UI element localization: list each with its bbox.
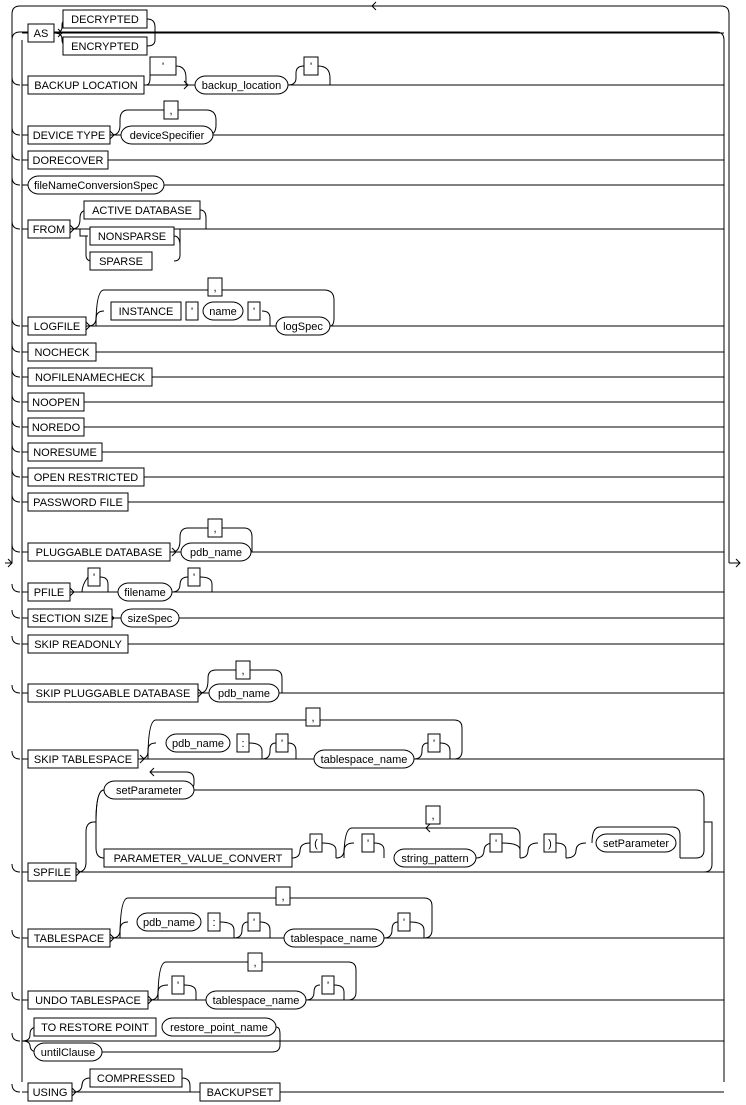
rail-line <box>220 922 234 938</box>
quote-nonterminal <box>248 913 260 931</box>
node-label: deviceSpecifier <box>129 130 205 142</box>
setparameter-terminal <box>596 834 676 852</box>
rail-line <box>12 318 20 326</box>
rail-line <box>288 743 296 759</box>
rail-line <box>234 922 248 938</box>
rail-line <box>12 152 20 160</box>
rail-line <box>12 1033 20 1041</box>
device-type-nonterminal <box>28 126 110 144</box>
node-label: ' <box>252 306 256 318</box>
rail-line <box>12 685 20 693</box>
quote-nonterminal <box>322 976 334 994</box>
rail-line <box>520 843 538 858</box>
node-label: ' <box>176 980 180 992</box>
password-file-nonterminal <box>28 493 128 511</box>
quote-nonterminal <box>172 976 184 994</box>
node-label: , <box>213 523 217 535</box>
rail-line <box>12 584 20 592</box>
node-label: ENCRYPTED <box>71 41 139 53</box>
colon-nonterminal <box>237 734 249 752</box>
node-label: ACTIVE DATABASE <box>92 205 192 217</box>
node-label: , <box>281 891 285 903</box>
sizespec-terminal <box>121 609 179 627</box>
rail-line <box>288 66 304 85</box>
node-label: USING <box>32 1087 68 1099</box>
restore-point-name-terminal <box>162 1018 276 1036</box>
node-label: ( <box>314 838 318 850</box>
node-label: ' <box>92 572 96 584</box>
node-label: ' <box>252 917 256 929</box>
comma-nonterminal <box>164 101 178 119</box>
node-label: ' <box>432 738 436 750</box>
rail-line <box>150 985 168 1000</box>
comma-nonterminal <box>248 953 262 971</box>
rail-line <box>12 544 20 552</box>
logspec-terminal <box>276 317 330 335</box>
comma-nonterminal <box>236 661 250 679</box>
rail-line <box>12 494 20 502</box>
undo-tablespace-nonterminal <box>28 991 148 1009</box>
rail-line <box>566 843 586 858</box>
node-label: LOGFILE <box>33 321 81 333</box>
rail-line <box>100 577 108 592</box>
logfile-nonterminal <box>28 317 86 335</box>
quote-nonterminal <box>150 57 176 75</box>
rail-line <box>12 469 20 477</box>
node-label: NOOPEN <box>32 397 80 409</box>
using-nonterminal <box>28 1083 72 1101</box>
node-label: COMPRESSED <box>96 1073 176 1085</box>
node-label: , <box>311 712 315 724</box>
noredo-nonterminal <box>28 418 84 436</box>
node-label: SECTION SIZE <box>31 613 109 625</box>
quote-nonterminal <box>186 302 198 320</box>
nocheck-nonterminal <box>28 343 96 361</box>
rail-line <box>322 843 336 858</box>
tablespace-nonterminal <box>28 929 110 947</box>
node-label: , <box>253 957 257 969</box>
rail-line <box>12 177 20 185</box>
spfile-nonterminal <box>28 863 76 881</box>
backupset-nonterminal <box>200 1083 280 1101</box>
node-label: TABLESPACE <box>33 933 105 945</box>
quote-nonterminal <box>428 734 440 752</box>
comma-nonterminal <box>306 708 320 726</box>
tablespace-name-terminal <box>206 991 306 1009</box>
rail-line <box>12 864 20 872</box>
rail-line <box>410 922 424 938</box>
node-label: ' <box>192 572 196 584</box>
from-nonterminal <box>28 220 70 238</box>
to-restore-point-nonterminal <box>34 1018 156 1036</box>
node-label: OPEN RESTRICTED <box>33 472 139 484</box>
pfile-nonterminal <box>28 583 70 601</box>
node-label: DEVICE TYPE <box>32 130 106 142</box>
node-label: restore_point_name <box>170 1022 268 1034</box>
node-label: tablespace_name <box>212 995 300 1007</box>
quote-nonterminal <box>398 913 410 931</box>
rail-line <box>12 419 20 427</box>
rail-line <box>12 344 20 352</box>
rail-line <box>12 394 20 402</box>
active-database-nonterminal <box>84 201 200 219</box>
rail-line <box>200 210 206 229</box>
rail-line <box>440 743 450 759</box>
node-label: fileNameConversionSpec <box>33 180 159 192</box>
node-label: UNDO TABLESPACE <box>35 995 141 1007</box>
node-label: tablespace_name <box>290 933 378 945</box>
node-label: DECRYPTED <box>71 14 139 26</box>
node-label: untilClause <box>40 1047 96 1059</box>
node-label: pdb_name <box>190 547 242 559</box>
comma-nonterminal <box>426 806 440 824</box>
parameter-value-convert-nonterminal <box>104 849 292 867</box>
rail-line <box>334 985 344 1000</box>
node-label: DORECOVER <box>32 155 104 167</box>
rail-line <box>414 743 428 759</box>
pdb-name-terminal <box>137 913 201 931</box>
instance-nonterminal <box>111 302 181 320</box>
quote-nonterminal <box>188 568 200 586</box>
node-label: sizeSpec <box>127 613 173 625</box>
nofilenamecheck-nonterminal <box>28 368 152 386</box>
node-label: , <box>431 810 435 822</box>
rail-line <box>102 1041 280 1052</box>
node-label: TO RESTORE POINT <box>41 1022 149 1034</box>
node-label: setParameter <box>602 838 670 850</box>
rail-line <box>704 822 712 872</box>
rail-line <box>96 822 104 858</box>
rail-line <box>12 610 20 618</box>
diagram-nodes <box>28 10 676 1101</box>
node-label: ' <box>326 980 330 992</box>
node-label: BACKUPSET <box>206 1087 274 1099</box>
node-label: SKIP PLUGGABLE DATABASE <box>35 688 191 700</box>
dorecover-nonterminal <box>28 151 108 169</box>
node-label: SPARSE <box>99 256 143 268</box>
filenameconversionspec-terminal <box>28 176 164 194</box>
rail-line <box>336 843 354 858</box>
node-label: pdb_name <box>172 738 224 750</box>
rparen-nonterminal <box>544 834 556 852</box>
rail-line <box>12 444 20 452</box>
tablespace-name-terminal <box>284 929 384 947</box>
rail-line <box>502 843 520 858</box>
rail-line <box>12 127 20 135</box>
node-label: ) <box>548 838 552 850</box>
node-label: backup_location <box>201 80 282 92</box>
rail-line <box>12 751 20 759</box>
quote-nonterminal <box>304 57 318 75</box>
comma-nonterminal <box>208 519 222 537</box>
skip-tablespace-nonterminal <box>28 750 138 768</box>
node-label: PASSWORD FILE <box>33 497 123 509</box>
pluggable-database-nonterminal <box>28 543 170 561</box>
node-label: ' <box>309 61 313 73</box>
rail-line <box>182 1078 190 1092</box>
node-label: AS <box>33 28 49 40</box>
rail-line <box>172 577 188 592</box>
open-restricted-nonterminal <box>28 468 144 486</box>
encrypted-nonterminal <box>63 37 147 55</box>
backup-location-nonterminal <box>28 76 144 94</box>
rail-line <box>384 922 398 938</box>
quote-nonterminal <box>248 302 260 320</box>
rail-line <box>249 743 262 759</box>
quote-nonterminal <box>276 734 288 752</box>
node-label: ' <box>190 306 194 318</box>
node-label: pdb_name <box>143 917 195 929</box>
node-label: , <box>241 665 245 677</box>
rail-line <box>556 843 566 858</box>
quote-nonterminal <box>362 834 374 852</box>
rail-line <box>12 221 20 229</box>
sparse-nonterminal <box>90 252 152 270</box>
rail-line <box>200 577 212 592</box>
node-label: ' <box>366 838 370 850</box>
rail-line <box>12 369 20 377</box>
node-label: SKIP READONLY <box>34 639 122 651</box>
rail-line <box>262 743 276 759</box>
section-size-nonterminal <box>28 609 112 627</box>
rail-line <box>72 577 88 592</box>
node-label: , <box>169 105 173 117</box>
rail-line <box>174 236 180 261</box>
node-label: NORESUME <box>33 447 97 459</box>
filename-terminal <box>118 583 172 601</box>
pdb-name-terminal <box>166 734 230 752</box>
node-label: SKIP TABLESPACE <box>33 754 133 766</box>
node-label: ' <box>280 738 284 750</box>
skip-pluggable-database-nonterminal <box>28 684 198 702</box>
node-label: , <box>213 282 217 294</box>
node-label: PLUGGABLE DATABASE <box>35 547 163 559</box>
node-label: logSpec <box>283 321 323 333</box>
node-label: tablespace_name <box>320 754 408 766</box>
pdb-name-terminal <box>181 543 251 561</box>
string-pattern-terminal <box>394 849 476 867</box>
noopen-nonterminal <box>28 393 84 411</box>
rail-line <box>12 636 20 644</box>
devicespecifier-terminal <box>121 126 213 144</box>
as-nonterminal <box>28 24 54 42</box>
nonsparse-nonterminal <box>90 227 174 245</box>
comma-nonterminal <box>276 887 290 905</box>
node-label: ' <box>494 838 498 850</box>
pdb-name-terminal <box>209 684 279 702</box>
node-label: NOREDO <box>31 422 81 434</box>
rail-line <box>147 33 155 46</box>
node-label: setParameter <box>115 785 183 797</box>
skip-readonly-nonterminal <box>28 635 128 653</box>
node-label: ' <box>161 61 165 73</box>
compressed-nonterminal <box>90 1069 182 1087</box>
setparameter-terminal <box>104 781 194 799</box>
rail-line <box>12 77 20 85</box>
node-label: PARAMETER_VALUE_CONVERT <box>113 853 283 865</box>
node-label: string_pattern <box>401 853 469 865</box>
rail-line <box>12 992 20 1000</box>
node-label: NONSPARSE <box>97 231 167 243</box>
comma-nonterminal <box>208 278 222 296</box>
colon-nonterminal <box>208 913 220 931</box>
node-label: BACKUP LOCATION <box>34 80 138 92</box>
rail-line <box>374 843 384 858</box>
node-label: PFILE <box>33 587 65 599</box>
lparen-nonterminal <box>310 834 322 852</box>
rail-line <box>78 790 104 872</box>
quote-nonterminal <box>490 834 502 852</box>
decrypted-nonterminal <box>63 10 147 28</box>
rail-line <box>318 66 330 85</box>
rail-line <box>12 1084 20 1092</box>
rail-line <box>147 19 155 33</box>
node-label: pdb_name <box>218 688 270 700</box>
rail-line <box>292 843 310 858</box>
name-terminal <box>203 302 243 320</box>
node-label: name <box>209 306 237 318</box>
node-label: : <box>241 738 245 750</box>
rail-line <box>80 229 88 236</box>
node-label: NOFILENAMECHECK <box>34 372 146 384</box>
quote-nonterminal <box>88 568 100 586</box>
rail-line <box>262 311 270 326</box>
node-label: FROM <box>32 224 66 236</box>
tablespace-name-terminal <box>314 750 414 768</box>
node-label: INSTANCE <box>118 306 174 318</box>
noresume-nonterminal <box>28 443 102 461</box>
node-label: NOCHECK <box>34 347 90 359</box>
node-label: ' <box>402 917 406 929</box>
rail-line <box>276 1027 280 1041</box>
node-label: filename <box>124 587 166 599</box>
node-label: : <box>212 917 216 929</box>
untilclause-terminal <box>34 1043 102 1061</box>
rail-line <box>12 930 20 938</box>
backup-location-terminal <box>195 76 288 94</box>
rail-line <box>74 1078 90 1092</box>
rail-line <box>260 922 270 938</box>
rail-line <box>184 985 196 1000</box>
rail-line <box>306 985 320 1000</box>
node-label: SPFILE <box>33 867 71 879</box>
